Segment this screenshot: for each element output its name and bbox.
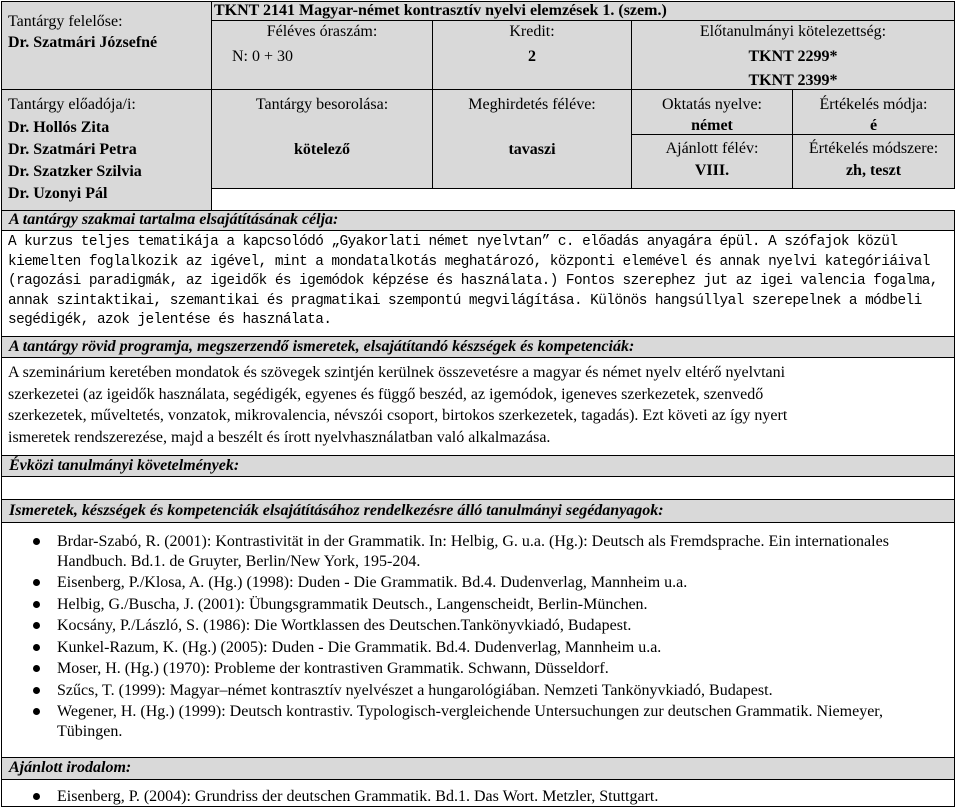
program-text-cell bbox=[1, 357, 955, 456]
language-cell bbox=[631, 89, 793, 135]
list-item: Helbig, G./Buscha, J. (2001): Übungsgrammatik Deutsch., Langenscheidt, Berlin-München. bbox=[2, 595, 954, 615]
assessment-cell bbox=[792, 89, 955, 135]
responsible-name: Dr. Szatmári Józsefné bbox=[8, 34, 158, 51]
bullet-icon bbox=[33, 579, 40, 586]
list-item: Eisenberg, P. (2004): Grundriss der deutschen Grammatik. Bd.1. Das Wort. Metzler, Stuttgart. bbox=[2, 787, 954, 807]
bullet-icon bbox=[33, 644, 40, 651]
goal-text bbox=[8, 233, 948, 331]
program-line: szerkezetek, műveltetés, vonzatok, mikrovalencia, névszói csoport, birtokos szerkezetek, tagadás). Ezt követi az így nyert bbox=[8, 407, 788, 424]
classification-value: kötelező bbox=[294, 141, 350, 158]
hours-value: N: 0 + 30 bbox=[232, 48, 294, 65]
materials-list-cell bbox=[1, 522, 955, 758]
hours-cell bbox=[211, 20, 433, 90]
program-line: A szeminárium keretében mondatok és szövegek szintjén kerülnek összevetésre a magyar és német nyelv eltérő nyelvtani bbox=[8, 364, 786, 381]
semester-cell bbox=[432, 89, 632, 189]
credit-value: 2 bbox=[528, 48, 536, 65]
assessment-method-label: Értékelés módszere: bbox=[808, 140, 939, 157]
prerequisite-cell bbox=[631, 20, 955, 90]
recommended-heading-row bbox=[1, 757, 955, 780]
classification-cell bbox=[211, 89, 433, 189]
requirements-text-cell bbox=[1, 476, 955, 500]
recommended-list-cell bbox=[1, 779, 955, 807]
lecturer-name: Dr. Uzonyi Pál bbox=[8, 185, 108, 202]
credit-cell bbox=[432, 20, 632, 90]
hours-label: Féléves óraszám: bbox=[266, 23, 378, 40]
assessment-method-cell bbox=[792, 134, 955, 189]
responsible-cell bbox=[1, 1, 212, 90]
assessment-method-value: zh, teszt bbox=[845, 162, 902, 179]
prerequisite-label: Előtanulmányi kötelezettség: bbox=[699, 23, 887, 40]
assessment-label: Értékelés módja: bbox=[819, 96, 928, 113]
course-header bbox=[1, 1, 955, 211]
credit-label: Kredit: bbox=[509, 23, 555, 40]
lecturer-name: Dr. Hollós Zita bbox=[8, 119, 110, 136]
goal-line: segédigék, azok jelentése és használata. bbox=[8, 312, 332, 329]
bullet-icon bbox=[33, 708, 40, 715]
bullet-icon bbox=[33, 601, 40, 608]
lecturer-name: Dr. Szatzker Szilvia bbox=[8, 163, 142, 180]
goal-line: kiemelten foglalkozik az igével, mint a mondatalkotás meghatározó, központi elemével és annak nyelvi kategóriáival bbox=[8, 253, 930, 270]
course-title: TKNT 2141 Magyar-német kontrasztív nyelvi elemzések 1. (szem.) bbox=[211, 1, 955, 21]
bullet-icon bbox=[33, 793, 40, 800]
classification-label: Tantárgy besorolása: bbox=[255, 96, 389, 113]
requirements-heading: Évközi tanulmányi követelmények: bbox=[9, 457, 240, 474]
program-line: ismeretek rendszerezése, majd a beszélt és írott nyelvhasználatban való alkalmazása. bbox=[8, 428, 551, 446]
materials-list bbox=[2, 532, 954, 743]
lecturers-cell bbox=[1, 89, 212, 211]
list-item: Szűcs, T. (1999): Magyar–német kontrasztív nyelvészet a hungarológiában. Nemzeti Tankönyvkiadó, Budapest. bbox=[2, 681, 954, 701]
goal-text-cell bbox=[1, 230, 955, 337]
program-heading-row bbox=[1, 336, 955, 358]
list-item: Eisenberg, P./Klosa, A. (Hg.) (1998): Duden - Die Grammatik. Bd.4. Dudenverlag, Mannheim u.a. bbox=[2, 573, 954, 593]
list-item: Kunkel-Razum, K. (Hg.) (2005): Duden - Die Grammatik. Bd.4. Dudenverlag, Mannheim u.a. bbox=[2, 638, 954, 658]
semester-label: Meghirdetés féléve: bbox=[468, 96, 596, 113]
requirements-heading-row bbox=[1, 455, 955, 477]
bullet-icon bbox=[33, 687, 40, 694]
goal-line: (ragozási paradigmák, az igeidők és igemódok képzése és használata.) Fontos szerephez jut az igei valencia fogalma, bbox=[8, 273, 938, 290]
list-item: Brdar-Szabó, R. (2001): Kontrastivität in der Grammatik. In: Helbig, G. u.a. (Hg.): Deutsch als Fremdsprache. Ein internationales Handbuch. Bd.1. de Gruyter, Berlin/New York, 195-204. bbox=[2, 532, 954, 571]
language-label: Oktatás nyelve: bbox=[662, 96, 762, 113]
materials-heading: Ismeretek, készségek és kompetenciák elsajátításához rendelkezésre álló tanulmányi segédanyagok: bbox=[9, 502, 664, 519]
bullet-icon bbox=[33, 665, 40, 672]
language-value: német bbox=[691, 117, 733, 134]
recommended-semester-value: VIII. bbox=[694, 162, 730, 179]
goal-line: annak szintaktikai, szemantikai és pragmatikai szempontú megvilágítása. Különös hangsúllyal szerepelnek a módbeli bbox=[8, 292, 922, 309]
bullet-icon bbox=[33, 538, 40, 545]
goal-heading-row bbox=[1, 210, 955, 231]
program-text bbox=[8, 362, 948, 448]
lecturers-label: Tantárgy előadója/i: bbox=[8, 96, 136, 113]
recommended-semester-label: Ajánlott félév: bbox=[665, 140, 759, 157]
recommended-heading: Ajánlott irodalom: bbox=[9, 759, 132, 776]
goal-line: A kurzus teljes tematikája a kapcsolódó „Gyakorlati német nyelvtan” c. előadás anyagára épül. A szófajok közül bbox=[8, 234, 898, 250]
recommended-semester-cell bbox=[631, 134, 793, 189]
assessment-value: é bbox=[869, 117, 878, 134]
prerequisite-1: TKNT 2299* bbox=[748, 48, 838, 65]
lecturer-name: Dr. Szatmári Petra bbox=[8, 141, 137, 158]
list-item: Kocsány, P./László, S. (1986): Die Wortklassen des Deutschen.Tankönyvkiadó, Budapest. bbox=[2, 616, 954, 636]
semester-value: tavaszi bbox=[508, 141, 556, 158]
program-heading: A tantárgy rövid programja, megszerzendő ismeretek, elsajátítandó készségek és kompetenciák: bbox=[9, 338, 635, 355]
program-line: szerkezetei (az igeidők használata, segédigék, egyenes és függő beszéd, az igemódok, igeneves szerkezetek, szenvedő bbox=[8, 385, 764, 403]
course-datasheet bbox=[1, 1, 955, 807]
bullet-icon bbox=[33, 622, 40, 629]
prerequisite-2: TKNT 2399* bbox=[748, 72, 838, 89]
recommended-list bbox=[2, 787, 954, 809]
goal-heading: A tantárgy szakmai tartalma elsajátításának célja: bbox=[9, 211, 339, 228]
list-item: Moser, H. (Hg.) (1970): Probleme der kontrastiven Grammatik. Schwann, Düsseldorf. bbox=[2, 659, 954, 679]
list-item: Wegener, H. (Hg.) (1999): Deutsch kontrastiv. Typologisch-vergleichende Untersuchungen zur deutschen Grammatik. Niemeyer, Tübingen. bbox=[2, 702, 954, 741]
materials-heading-row bbox=[1, 499, 955, 523]
responsible-label: Tantárgy felelőse: bbox=[8, 13, 123, 30]
